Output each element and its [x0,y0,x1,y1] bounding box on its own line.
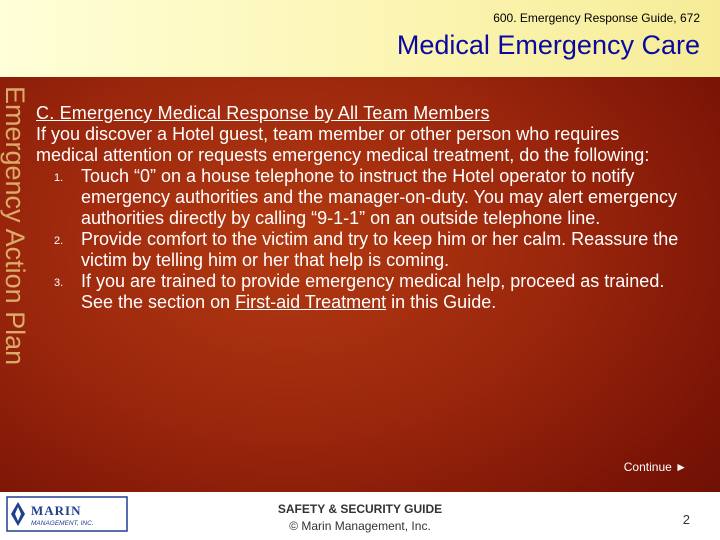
footer-copyright: © Marin Management, Inc. [289,519,431,533]
step-number: 1. [54,172,64,184]
section-heading: C. Emergency Medical Response by All Team Members [36,103,490,123]
main-content [36,103,696,313]
step-text: Touch “0” on a house telephone to instruct the Hotel operator to notify emergency authorities and the manager-on-duty. You may alert emergency authorities directly by calling “9-1-1” on an outside telephone line. [81,166,678,228]
step-text-before: If you are trained to provide emergency medical help, proceed as trained. See the section on [81,271,665,312]
svg-text:MARIN: MARIN [31,503,82,518]
continue-link[interactable]: Continue ► [623,460,687,474]
svg-text:MANAGEMENT, INC.: MANAGEMENT, INC. [31,520,94,527]
side-label [0,86,32,466]
first-aid-link[interactable]: First-aid Treatment [235,292,387,312]
side-label-text: Emergency Action Plan [0,86,30,366]
footer [0,492,720,540]
page-number: 2 [682,512,690,527]
step-text: Provide comfort to the victim and try to keep him or her calm. Reassure the victim by telling him or her that help is coming. [81,229,679,270]
footer-title: SAFETY & SECURITY GUIDE [277,502,443,516]
slide-title: Medical Emergency Care [396,30,700,60]
guide-reference: 600. Emergency Response Guide, 672 [493,11,700,25]
step-text-after: in this Guide. [386,292,497,312]
step-number: 3. [54,277,64,289]
step-number: 2. [54,235,64,247]
step-item [36,229,691,271]
intro-paragraph: If you discover a Hotel guest, team member or other person who requires medical attention or requests emergency medical treatment, do the following: [36,124,650,165]
step-item [36,271,691,313]
steps-list [36,166,696,313]
step-item [36,166,691,229]
header-bar [0,0,720,77]
